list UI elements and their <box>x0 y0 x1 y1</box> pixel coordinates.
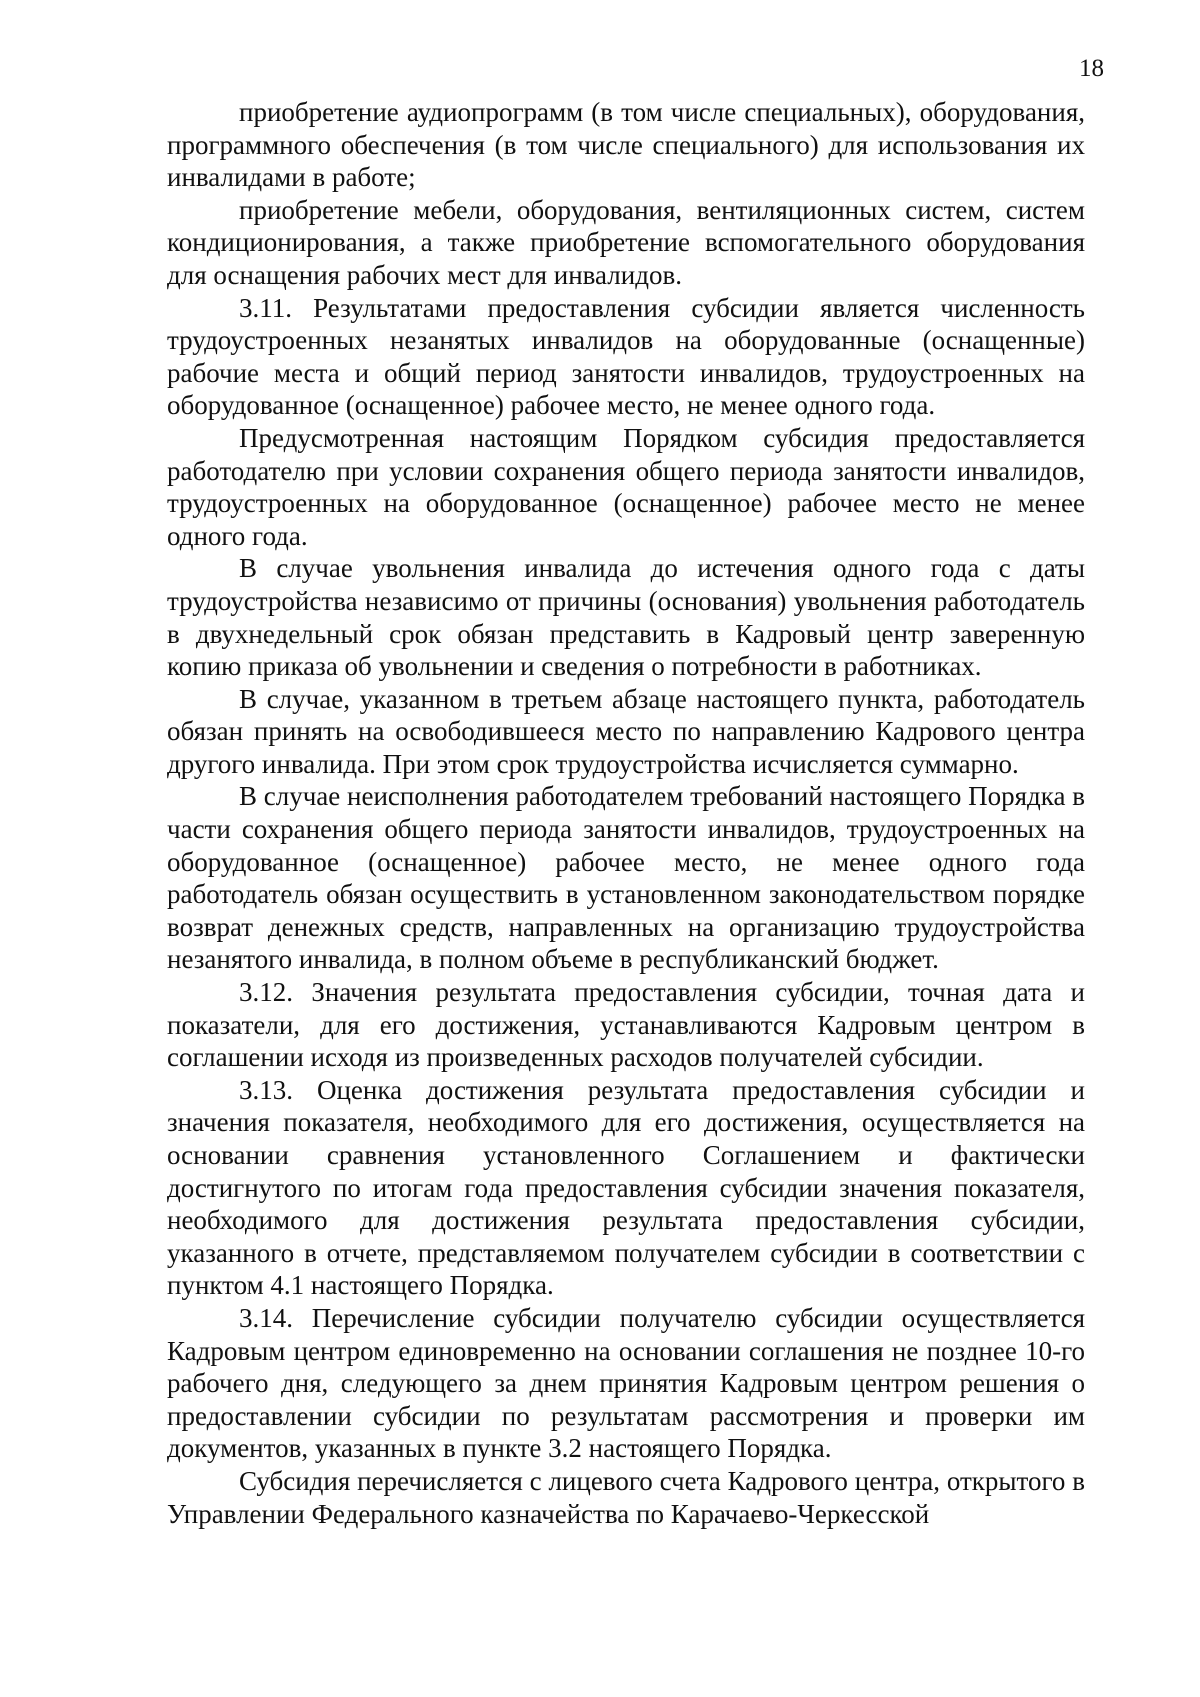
paragraph-equipment-furniture: приобретение мебели, оборудования, вентиляционных систем, систем кондиционирования, а также приобретение вспомогательного оборудования для оснащения рабочих мест для инвалидов. <box>167 194 1085 290</box>
paragraph-3-13: 3.13. Оценка достижения результата предоставления субсидии и значения показателя, необходимого для его достижения, осуществляется на основании сравнения установленного Соглашением и фактически достигнутого по итогам года предоставления субсидии значения показателя, необходимого для достижения результата предоставления субсидии, указанного в отчете, представляемом получателем субсидии в соответствии с пунктом 4.1 настоящего Порядка. <box>167 1074 1085 1301</box>
paragraph-equipment-audio: приобретение аудиопрограмм (в том числе специальных), оборудования, программного обеспечения (в том числе специального) для использования их инвалидами в работе; <box>167 97 1085 193</box>
paragraph-transfer: Субсидия перечисляется с лицевого счета Кадрового центра, открытого в Управлении Федерального казначейства по Карачаево-Черкесской <box>167 1465 1085 1529</box>
paragraph-3-14: 3.14. Перечисление субсидии получателю субсидии осуществляется Кадровым центром единовременно на основании соглашения не позднее 10-го рабочего дня, следующего за днем принятия Кадровым центром решения о предоставлении субсидии по результатам рассмотрения и проверки им документов, указанных в пункте 3.2 настоящего Порядка. <box>167 1302 1085 1464</box>
paragraph-3-11: 3.11. Результатами предоставления субсидии является численность трудоустроенных незанятых инвалидов на оборудованные (оснащенные) рабочие места и общий период занятости инвалидов, трудоустроенных на оборудованное (оснащенное) рабочее место, не менее одного года. <box>167 292 1085 421</box>
paragraph-replacement: В случае, указанном в третьем абзаце настоящего пункта, работодатель обязан принять на освободившееся место по направлению Кадрового центра другого инвалида. При этом срок трудоустройства исчисляется суммарно. <box>167 683 1085 779</box>
paragraph-non-compliance: В случае неисполнения работодателем требований настоящего Порядка в части сохранения общего периода занятости инвалидов, трудоустроенных на оборудованное (оснащенное) рабочее место, не менее одного года работодатель обязан осуществить в установленном законодательством порядке возврат денежных средств, направленных на организацию трудоустройства незанятого инвалида, в полном объеме в республиканский бюджет. <box>167 781 1085 975</box>
paragraph-3-12: 3.12. Значения результата предоставления субсидии, точная дата и показатели, для его достижения, устанавливаются Кадровым центром в соглашении исходя из произведенных расходов получателей субсидии. <box>167 977 1085 1073</box>
page-number: 18 <box>1079 55 1104 82</box>
document-body <box>167 96 1085 1530</box>
paragraph-dismissal: В случае увольнения инвалида до истечения одного года с даты трудоустройства независимо от причины (основания) увольнения работодатель в двухнедельный срок обязан представить в Кадровый центр заверенную копию приказа об увольнении и сведения о потребности в работниках. <box>167 553 1085 682</box>
paragraph-subsidy-condition: Предусмотренная настоящим Порядком субсидия предоставляется работодателю при условии сохранения общего периода занятости инвалидов, трудоустроенных на оборудованное (оснащенное) рабочее место не менее одного года. <box>167 422 1085 551</box>
